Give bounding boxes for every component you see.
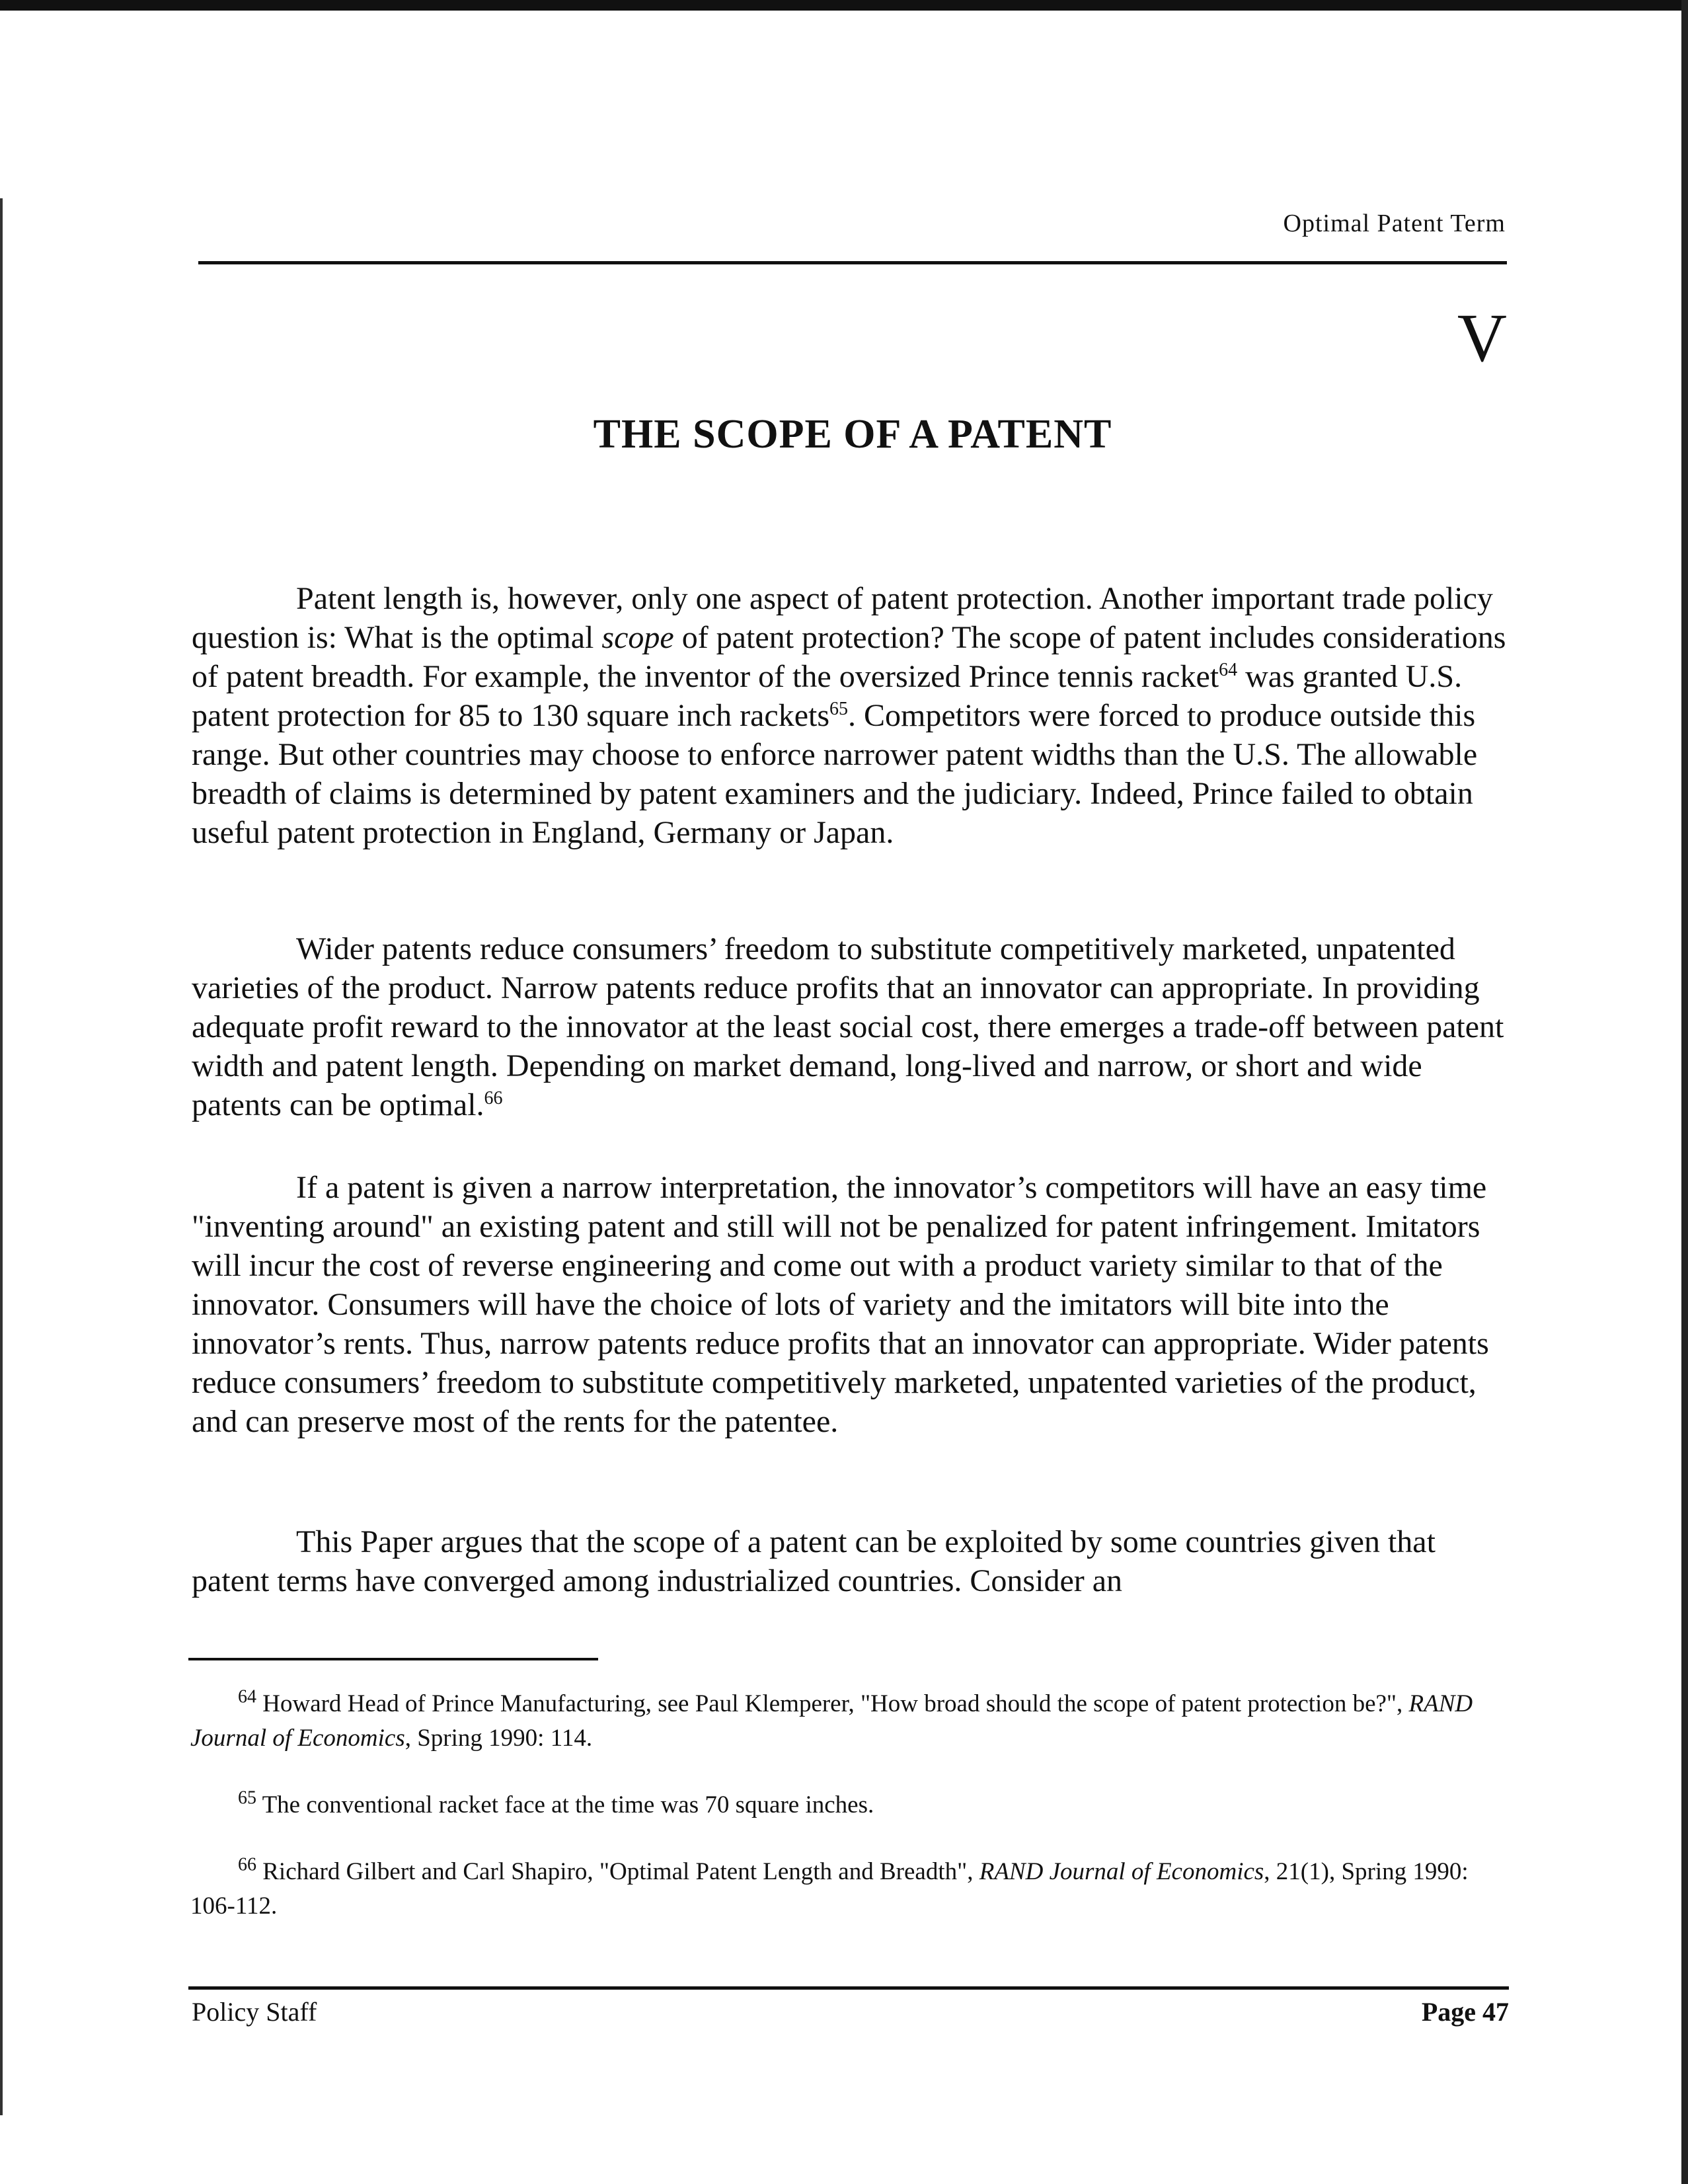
footer-department: Policy Staff bbox=[192, 1997, 317, 2027]
page-number: Page 47 bbox=[1421, 1997, 1509, 2027]
footnote-64 bbox=[190, 1687, 1509, 1756]
paragraph-text: This Paper argues that the scope of a patent can be exploited by some countries given that patent terms have converged among industrialized countries. Consider an bbox=[192, 1524, 1436, 1598]
journal-title: RAND Journal of Economics bbox=[979, 1858, 1264, 1885]
paragraph-4 bbox=[192, 1522, 1507, 1600]
header-rule bbox=[198, 261, 1507, 264]
scan-border-left bbox=[0, 198, 3, 2115]
footnote-text: Howard Head of Prince Manufacturing, see Paul Klemperer, "How broad should the scope of patent protection be?", bbox=[256, 1690, 1409, 1717]
paragraph-text: Wider patents reduce consumers’ freedom to substitute competitively marketed, unpatented varieties of the product. Narrow patents reduce profits that an innovator can appropriate. In providing adequate profit reward to the innovator at the least social cost, there emerges a trade-off between patent width and patent length. Depending on market demand, long-lived and narrow, or short and wide patents can be optimal. bbox=[192, 931, 1504, 1122]
paragraph-text: was granted U.S. patent protection for 85 to 130 square inch rackets bbox=[192, 659, 1463, 733]
footnote-number: 65 bbox=[238, 1787, 256, 1809]
paragraph-1 bbox=[192, 579, 1507, 852]
footnote-ref-65[interactable]: 65 bbox=[829, 699, 849, 719]
section-title: THE SCOPE OF A PATENT bbox=[593, 412, 1112, 457]
chapter-number: V bbox=[1457, 300, 1507, 376]
scan-border-right bbox=[1681, 0, 1688, 2184]
running-header-title: Optimal Patent Term bbox=[1283, 210, 1506, 237]
paragraph-2 bbox=[192, 929, 1507, 1124]
emphasis-text: scope bbox=[601, 620, 674, 655]
paragraph-text: of patent protection? The scope of patent includes considerations of patent breadth. For example, the inventor of the oversized Prince tennis racket bbox=[192, 620, 1506, 694]
paragraph-text: . Competitors were forced to produce outside this range. But other countries may choose to enforce narrower patent widths than the U.S. The allowable breadth of claims is determined by patent examiners and the judiciary. Indeed, Prince failed to obtain useful patent protection in England, Germany or Japan. bbox=[192, 698, 1478, 850]
footer-rule bbox=[188, 1986, 1509, 1990]
footnote-ref-66[interactable]: 66 bbox=[484, 1088, 503, 1109]
footnote-number: 64 bbox=[238, 1686, 256, 1707]
footnote-text: , 21(1), Spring 1990: 106-112. bbox=[190, 1858, 1469, 1920]
paragraph-text: If a patent is given a narrow interpretation, the innovator’s competitors will have an easy time "inventing around" an existing patent and still will not be penalized for patent infringement. Imitators will incur the cost of reverse engineering and come out with a product variety similar to that of the innovator. Consumers will have the choice of lots of variety and the imitators will bite into the innovator’s rents. Thus, narrow patents reduce profits that an innovator can appropriate. Wider patents reduce consumers’ freedom to substitute competitively marketed, unpatented varieties of the product, and can preserve most of the rents for the patentee. bbox=[192, 1170, 1489, 1439]
footnote-number: 66 bbox=[238, 1854, 256, 1875]
footnote-text: Richard Gilbert and Carl Shapiro, "Optimal Patent Length and Breadth", bbox=[256, 1858, 979, 1885]
footnote-65 bbox=[190, 1788, 1509, 1822]
journal-title: RAND Journal of Economics bbox=[190, 1690, 1473, 1752]
footnote-ref-64[interactable]: 64 bbox=[1219, 660, 1238, 680]
paragraph-text: Patent length is, however, only one aspect of patent protection. Another important trade policy question is: What is the optimal bbox=[192, 581, 1493, 655]
footnote-text: The conventional racket face at the time was 70 square inches. bbox=[256, 1791, 874, 1818]
paragraph-3 bbox=[192, 1168, 1507, 1441]
footnote-66 bbox=[190, 1855, 1509, 1924]
scan-border-top bbox=[0, 0, 1688, 11]
footnote-separator bbox=[188, 1658, 598, 1660]
footnote-text: , Spring 1990: 114. bbox=[404, 1725, 593, 1752]
